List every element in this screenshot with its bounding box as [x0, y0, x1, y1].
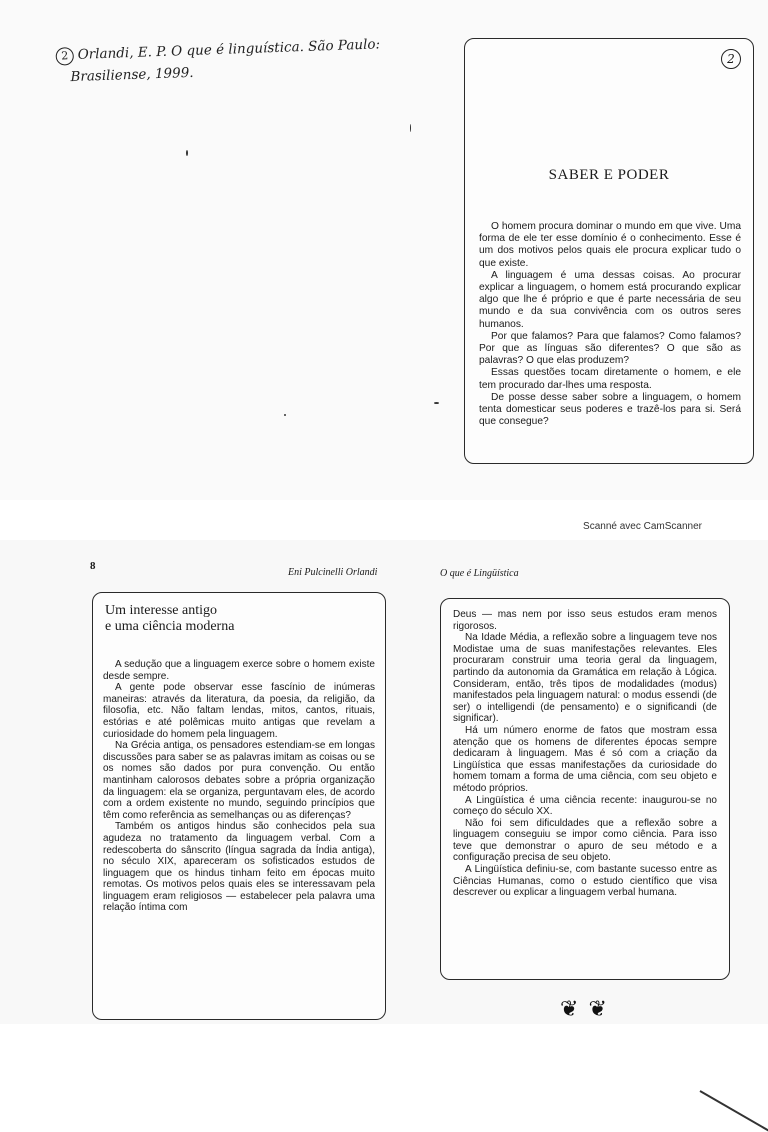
paragraph: Há um número enorme de fatos que mostram essa atenção que os homens de diferentes épocas sempre dedicaram à linguagem. Mas é só com a criação da Lingüística que essas manifestações da curiosidade do homem tomam a forma de uma ciência, com seu objeto e método próprios. — [453, 725, 717, 795]
running-author: Eni Pulcinelli Orlandi — [288, 567, 377, 578]
ornament-icon: ❦ ❦ — [560, 996, 609, 1022]
chapter-box-right — [440, 598, 730, 980]
section-title: SABER E PODER — [465, 167, 753, 184]
paragraph-continuation: Deus — mas nem por isso seus estudos eram menos rigorosos. — [453, 609, 717, 632]
paragraph: Na Idade Média, a reflexão sobre a linguagem teve nos Modistae uma de suas manifestações relevantes. Eles procuraram construir uma teoria geral da linguagem, partindo da autonomia da Gramática em relação à Lógica. Consideram, então, três tipos de modalidades (modus) manifestados pela linguagem natural: o modus essendi (de ser) o intelligendi (de pensamento) e o significandi (de significar). — [453, 632, 717, 725]
paragraph: Na Grécia antiga, os pensadores estendiam-se em longas discussões para saber se as palavras imitam as coisas ou se os nomes são dados por pura convenção. Ou então mantinham calorosos debates sobre a própria organização da linguagem: ela se organiza, perguntavam eles, de acordo com a ordem existente no mundo, seguindo princípios que têm como referência as semelhanças ou as diferenças? — [103, 740, 375, 821]
chapter-box-left — [92, 592, 386, 1020]
paragraph: Também os antigos hindus são conhecidos pela sua agudeza no tratamento da linguagem verbal. Com a redescoberta do sânscrito (língua sagrada da Índia antiga), no século XIX, apareceram os sofisticados estudos de linguagem que os hindus tinham feito em épocas muito remotas. Os motivos pelos quais eles se interessavam pela linguagem eram religiosos — estabelecer pela palavra uma relação íntima com — [103, 821, 375, 914]
top-page-scan — [0, 0, 768, 500]
paragraph: Por que falamos? Para que falamos? Como falamos? Por que as línguas são diferentes? O que são as palavras? O que elas produzem? — [479, 331, 741, 368]
paragraph: De posse desse saber sobre a linguagem, o homem tenta domesticar seus poderes e trazê-los para si. Será que consegue? — [479, 392, 741, 429]
paragraph: A gente pode observar esse fascínio de inúmeras maneiras: através da literatura, da poesia, da religião, da filosofia, etc. Não faltam lendas, mitos, cantos, rituais, estórias e até polêmicas muito antigas que revelam a curiosidade do homem pela linguagem. — [103, 682, 375, 740]
page-edge-line — [700, 1090, 768, 1132]
paragraph: A linguagem é uma dessas coisas. Ao procurar explicar a linguagem, o homem está procurando explicar algo que lhe é próprio e que é parte necessária de seu mundo e da sua convivência com os outros seres humanos. — [479, 270, 741, 331]
paragraph: Essas questões tocam diretamente o homem, e ele tem procurado dar-lhes uma resposta. — [479, 367, 741, 391]
paragraph: A sedução que a linguagem exerce sobre o homem existe desde sempre. — [103, 659, 375, 682]
scan-speck — [186, 150, 188, 156]
paragraph: A Lingüística é uma ciência recente: inaugurou-se no começo do século XX. — [453, 795, 717, 818]
scan-speck — [284, 414, 286, 416]
page-number: 8 — [90, 560, 96, 572]
handwritten-reference — [55, 31, 436, 88]
scan-speck — [410, 124, 411, 132]
scanner-watermark: Scanné avec CamScanner — [583, 521, 702, 532]
chapter-title — [105, 603, 234, 635]
bottom-page-scan — [0, 540, 768, 1024]
paragraph: Não foi sem dificuldades que a reflexão sobre a linguagem conseguiu se impor como ciência. Para isso teve que demonstrar o apuro de seu método e a configuração precisa de seu objeto. — [453, 818, 717, 864]
chapter-title-line-1: Um interesse antigo — [105, 603, 234, 619]
chapter-body-right — [453, 609, 717, 899]
chapter-body-left — [103, 659, 375, 914]
handwritten-line-1: Orlandi, E. P. O que é linguística. São Paulo: — [77, 36, 380, 63]
chapter-title-line-2: e uma ciência moderna — [105, 619, 234, 635]
circled-page-number: 2 — [721, 49, 741, 69]
saber-e-poder-box — [464, 38, 754, 464]
paragraph: A Lingüística definiu-se, com bastante sucesso entre as Ciências Humanas, como o estudo científico que visa descrever ou explicar a linguagem verbal humana. — [453, 864, 717, 899]
circled-number: 2 — [55, 47, 74, 66]
paragraph: O homem procura dominar o mundo em que vive. Uma forma de ele ter esse domínio é o conhecimento. Esse é um dos motivos pelos quais ele procura explicar tudo o que existe. — [479, 221, 741, 270]
scan-speck — [434, 402, 439, 404]
section-body — [479, 221, 741, 428]
running-title: O que é Lingüística — [440, 568, 519, 579]
handwritten-line-2: Brasiliense, 1999. — [70, 53, 437, 88]
